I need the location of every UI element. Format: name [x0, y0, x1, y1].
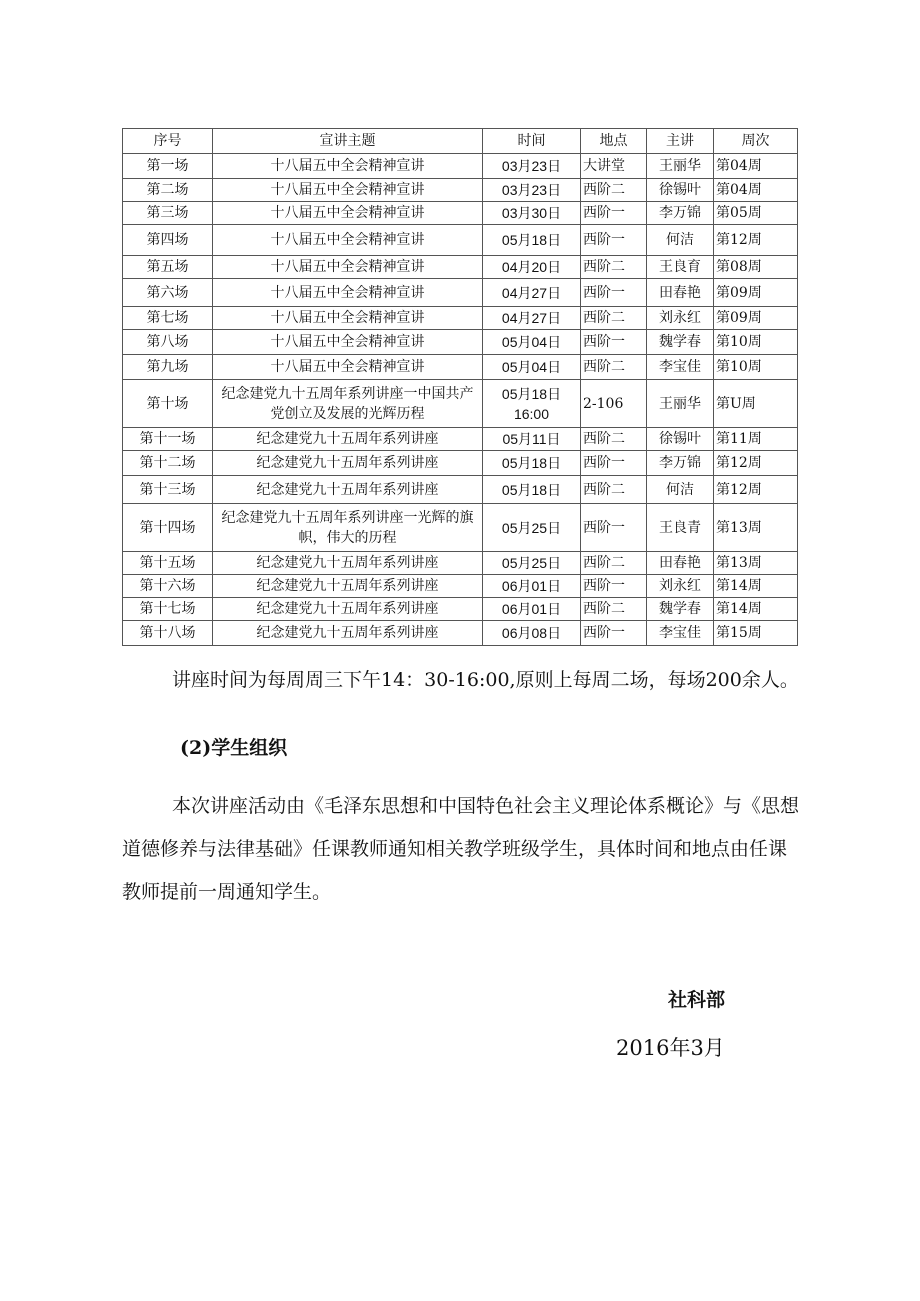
table-row [123, 279, 798, 307]
section-heading-student-organization: (2)学生组织 [180, 737, 288, 759]
table-row [123, 225, 798, 256]
cell-speaker: 王良青 [647, 504, 714, 552]
cell-speaker: 徐锡叶 [647, 428, 714, 451]
cell-no: 第二场 [123, 179, 213, 202]
cell-week: 第12周 [714, 451, 798, 476]
cell-topic: 纪念建党九十五周年系列讲座 [213, 575, 483, 598]
header-no: 序号 [123, 129, 213, 154]
cell-place: 西阶一 [581, 504, 647, 552]
cell-speaker: 田春艳 [647, 552, 714, 575]
cell-time: 03月30日 [483, 202, 581, 225]
cell-speaker: 王丽华 [647, 154, 714, 179]
cell-time: 05月18日 [483, 451, 581, 476]
cell-no: 第三场 [123, 202, 213, 225]
cell-week: 第U周 [714, 380, 798, 428]
cell-time: 05月18日 [483, 225, 581, 256]
cell-time: 05月18日 16:00 [483, 380, 581, 428]
cell-place: 西阶二 [581, 428, 647, 451]
cell-place: 西阶二 [581, 355, 647, 380]
cell-no: 第十三场 [123, 476, 213, 504]
cell-week: 第12周 [714, 225, 798, 256]
cell-place: 西阶二 [581, 552, 647, 575]
cell-week: 第10周 [714, 330, 798, 355]
cell-topic: 十八届五中全会精神宣讲 [213, 307, 483, 330]
table-row [123, 256, 798, 279]
cell-topic: 纪念建党九十五周年系列讲座 [213, 598, 483, 621]
cell-speaker: 李万锦 [647, 202, 714, 225]
cell-no: 第十四场 [123, 504, 213, 552]
cell-place: 西阶一 [581, 330, 647, 355]
cell-place: 西阶二 [581, 307, 647, 330]
cell-no: 第十八场 [123, 621, 213, 646]
cell-topic: 十八届五中全会精神宣讲 [213, 202, 483, 225]
cell-topic: 十八届五中全会精神宣讲 [213, 279, 483, 307]
cell-no: 第九场 [123, 355, 213, 380]
cell-no: 第十场 [123, 380, 213, 428]
cell-place: 大讲堂 [581, 154, 647, 179]
cell-no: 第四场 [123, 225, 213, 256]
table-row [123, 504, 798, 552]
cell-place: 西阶一 [581, 279, 647, 307]
cell-speaker: 刘永红 [647, 307, 714, 330]
table-row [123, 307, 798, 330]
cell-week: 第10周 [714, 355, 798, 380]
cell-week: 第14周 [714, 598, 798, 621]
table-row [123, 202, 798, 225]
signature-date: 2016年3月 [616, 1036, 725, 1060]
header-time: 时间 [483, 129, 581, 154]
cell-time: 04月27日 [483, 307, 581, 330]
table-row [123, 451, 798, 476]
cell-time: 05月25日 [483, 552, 581, 575]
cell-topic: 纪念建党九十五周年系列讲座 [213, 621, 483, 646]
cell-speaker: 田春艳 [647, 279, 714, 307]
lecture-schedule-table [122, 128, 798, 646]
cell-week: 第15周 [714, 621, 798, 646]
cell-no: 第十七场 [123, 598, 213, 621]
cell-topic: 十八届五中全会精神宣讲 [213, 225, 483, 256]
cell-time: 05月04日 [483, 355, 581, 380]
header-speaker: 主讲 [647, 129, 714, 154]
cell-speaker: 刘永红 [647, 575, 714, 598]
header-place: 地点 [581, 129, 647, 154]
table-row [123, 621, 798, 646]
cell-time: 03月23日 [483, 154, 581, 179]
table-row [123, 330, 798, 355]
cell-no: 第十六场 [123, 575, 213, 598]
lecture-time-paragraph: 讲座时间为每周周三下午14：30-16:00,原则上每周二场，每场200余人。 [172, 669, 799, 691]
cell-speaker: 王良育 [647, 256, 714, 279]
cell-topic: 十八届五中全会精神宣讲 [213, 355, 483, 380]
cell-time: 05月11日 [483, 428, 581, 451]
cell-speaker: 李万锦 [647, 451, 714, 476]
cell-week: 第04周 [714, 154, 798, 179]
cell-topic: 纪念建党九十五周年系列讲座 [213, 476, 483, 504]
cell-topic: 纪念建党九十五周年系列讲座 [213, 552, 483, 575]
cell-week: 第08周 [714, 256, 798, 279]
cell-no: 第十二场 [123, 451, 213, 476]
cell-place: 西阶一 [581, 621, 647, 646]
cell-no: 第十一场 [123, 428, 213, 451]
header-topic: 宣讲主题 [213, 129, 483, 154]
cell-topic: 纪念建党九十五周年系列讲座 [213, 428, 483, 451]
cell-topic: 十八届五中全会精神宣讲 [213, 256, 483, 279]
cell-week: 第05周 [714, 202, 798, 225]
cell-place: 西阶二 [581, 598, 647, 621]
cell-place: 2-106 [581, 380, 647, 428]
cell-week: 第13周 [714, 504, 798, 552]
cell-time: 03月23日 [483, 179, 581, 202]
cell-week: 第14周 [714, 575, 798, 598]
cell-topic: 十八届五中全会精神宣讲 [213, 179, 483, 202]
table-row [123, 598, 798, 621]
cell-place: 西阶二 [581, 256, 647, 279]
cell-speaker: 魏学春 [647, 330, 714, 355]
cell-no: 第七场 [123, 307, 213, 330]
signature-department: 社科部 [668, 989, 726, 1011]
cell-topic: 十八届五中全会精神宣讲 [213, 154, 483, 179]
cell-time: 05月25日 [483, 504, 581, 552]
cell-topic: 纪念建党九十五周年系列讲座一中国共产党创立及发展的光辉历程 [213, 380, 483, 428]
table-row [123, 355, 798, 380]
cell-time: 05月18日 [483, 476, 581, 504]
cell-time: 06月08日 [483, 621, 581, 646]
cell-time: 04月27日 [483, 279, 581, 307]
cell-week: 第11周 [714, 428, 798, 451]
cell-no: 第一场 [123, 154, 213, 179]
cell-place: 西阶二 [581, 476, 647, 504]
table-row [123, 179, 798, 202]
cell-week: 第13周 [714, 552, 798, 575]
cell-speaker: 何洁 [647, 225, 714, 256]
cell-place: 西阶二 [581, 179, 647, 202]
cell-no: 第八场 [123, 330, 213, 355]
cell-place: 西阶一 [581, 202, 647, 225]
table-row [123, 428, 798, 451]
student-organization-paragraph: 本次讲座活动由《毛泽东思想和中国特色社会主义理论体系概论》与《思想道德修养与法律基础》任课教师通知相关教学班级学生，具体时间和地点由任课教师提前一周通知学生。 [122, 795, 800, 903]
cell-week: 第04周 [714, 179, 798, 202]
cell-speaker: 魏学春 [647, 598, 714, 621]
cell-no: 第十五场 [123, 552, 213, 575]
cell-topic: 纪念建党九十五周年系列讲座一光辉的旗帜，伟大的历程 [213, 504, 483, 552]
table-row [123, 380, 798, 428]
cell-speaker: 李宝佳 [647, 355, 714, 380]
cell-place: 西阶一 [581, 575, 647, 598]
cell-place: 西阶一 [581, 451, 647, 476]
table-header-row [123, 129, 798, 154]
cell-week: 第09周 [714, 279, 798, 307]
cell-speaker: 徐锡叶 [647, 179, 714, 202]
cell-no: 第五场 [123, 256, 213, 279]
table-row [123, 154, 798, 179]
cell-topic: 十八届五中全会精神宣讲 [213, 330, 483, 355]
cell-time: 05月04日 [483, 330, 581, 355]
cell-no: 第六场 [123, 279, 213, 307]
cell-time: 06月01日 [483, 575, 581, 598]
table-body [123, 154, 798, 646]
cell-speaker: 李宝佳 [647, 621, 714, 646]
cell-time: 06月01日 [483, 598, 581, 621]
cell-place: 西阶一 [581, 225, 647, 256]
table-row [123, 552, 798, 575]
cell-week: 第09周 [714, 307, 798, 330]
cell-time: 04月20日 [483, 256, 581, 279]
header-week: 周次 [714, 129, 798, 154]
table-row [123, 476, 798, 504]
cell-week: 第12周 [714, 476, 798, 504]
table-row [123, 575, 798, 598]
cell-speaker: 何洁 [647, 476, 714, 504]
cell-topic: 纪念建党九十五周年系列讲座 [213, 451, 483, 476]
cell-speaker: 王丽华 [647, 380, 714, 428]
